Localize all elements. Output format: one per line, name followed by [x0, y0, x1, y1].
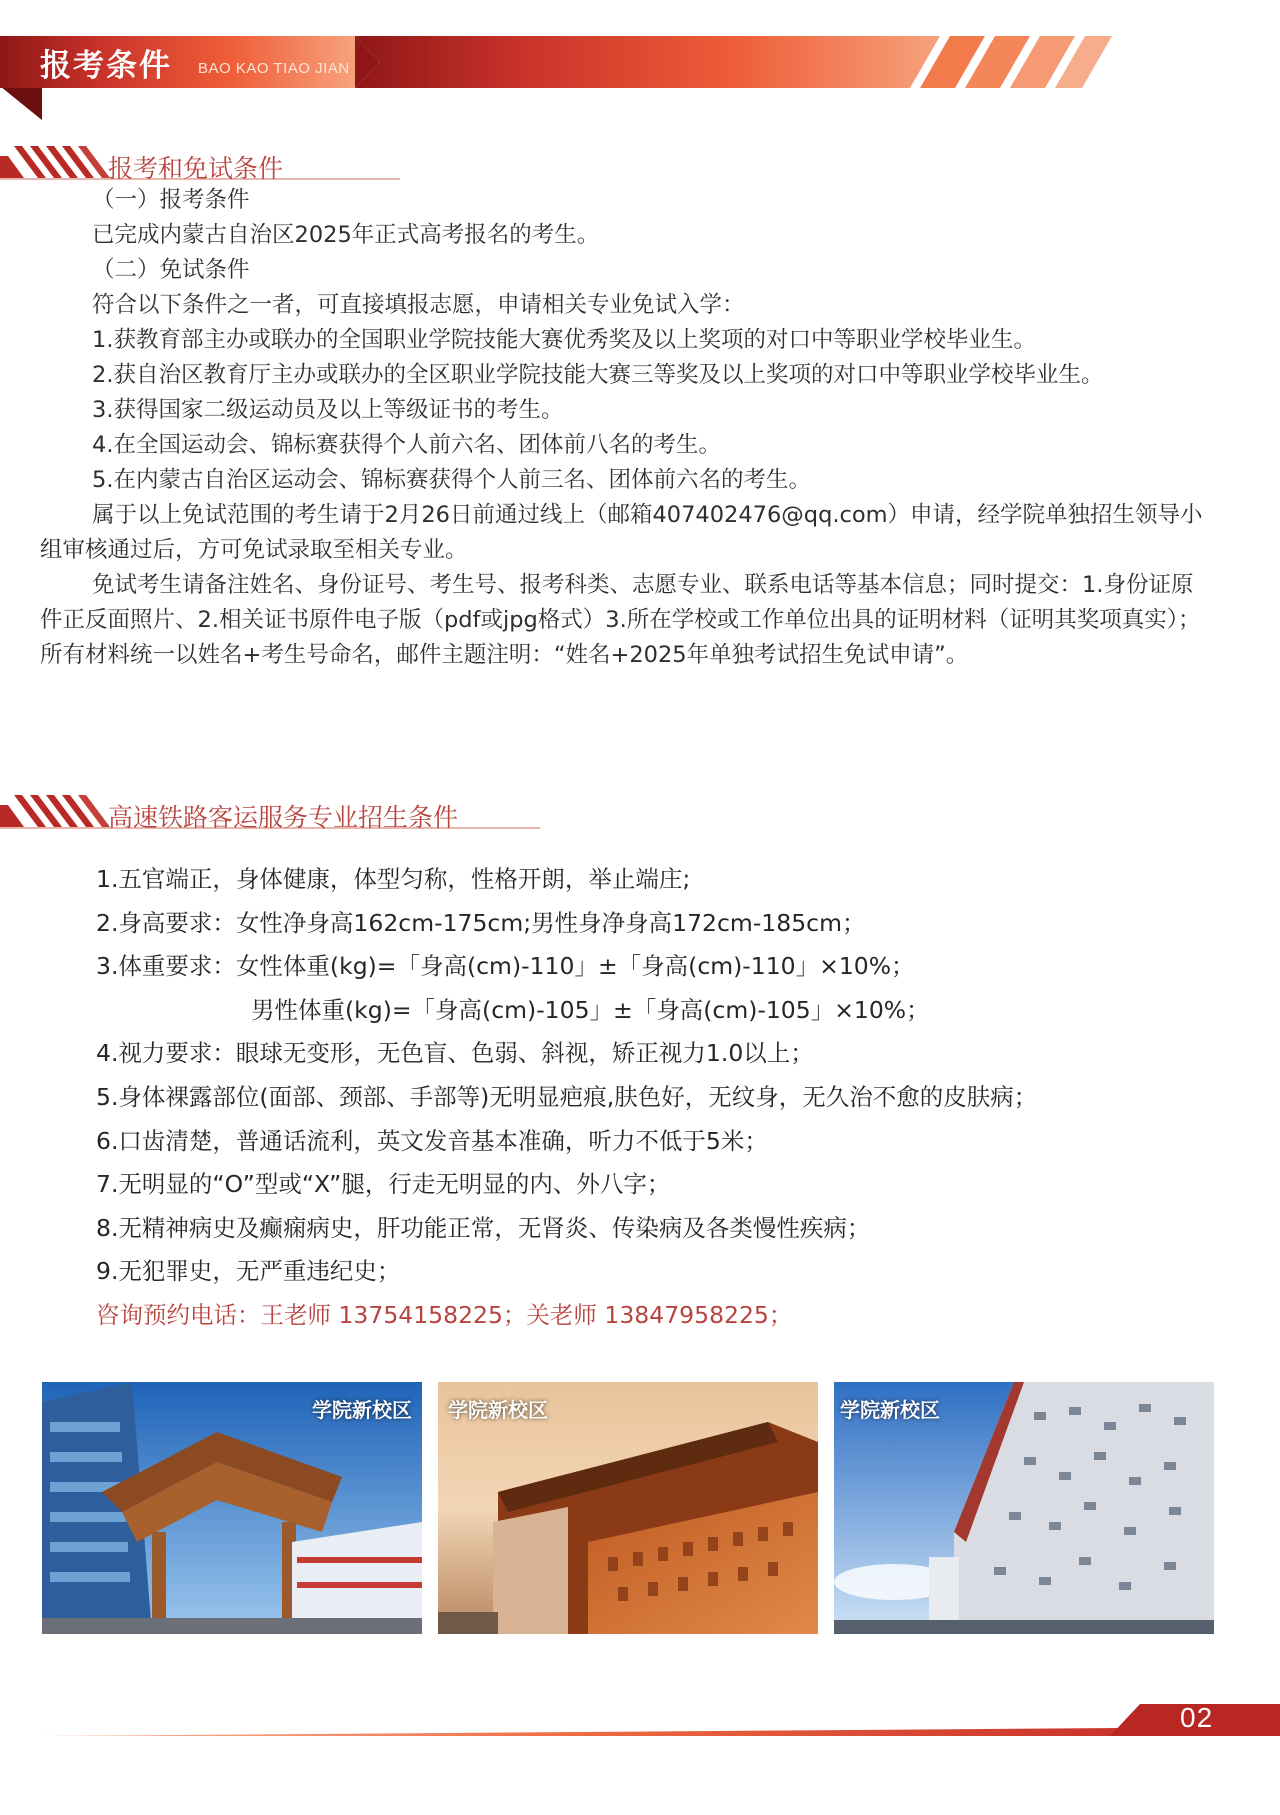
paragraph: 已完成内蒙古自治区2025年正式高考报名的考生。	[92, 222, 600, 248]
header-banner	[0, 36, 1280, 88]
campus-photo-3	[834, 1382, 1214, 1634]
subheading-registration: （一）报考条件	[92, 187, 250, 213]
paragraph: 属于以上免试范围的考生请于2月26日前通过线上（邮箱407402476@qq.com）申请，经学院单独招生领导小组审核通过后，方可免试录取至相关专业。	[40, 502, 1203, 563]
section-heading-railway	[0, 795, 560, 831]
list-item: 8.无精神病史及癫痫病史，肝功能正常，无肾炎、传染病及各类慢性疾病；	[96, 1213, 871, 1242]
paragraph: 免试考生请备注姓名、身份证号、考生号、报考科类、志愿专业、联系电话等基本信息；同时提交：1.身份证原件正反面照片、2.相关证书原件电子版（pdf或jpg格式）3.所在学校或工作单位出具的证明材料（证明其奖项真实）；所有材料统一以姓名+考生号命名，邮件主题注明：“姓名+2025年单独考试招生免试申请”。	[40, 572, 1201, 668]
page-number: 02	[1180, 1702, 1214, 1733]
list-item: 3.获得国家二级运动员及以上等级证书的考生。	[92, 397, 564, 423]
paragraph: 符合以下条件之一者，可直接填报志愿，申请相关专业免试入学：	[92, 292, 745, 318]
list-item: 4.视力要求：眼球无变形，无色盲、色弱、斜视，矫正视力1.0以上；	[96, 1039, 814, 1068]
requirements-list	[96, 858, 1216, 1338]
list-item: 3.体重要求：女性体重(kg)=「身高(cm)-110」±「身高(cm)-110」×10%；	[96, 952, 915, 981]
campus-photo-1	[42, 1382, 422, 1634]
campus-photo-2	[438, 1382, 818, 1634]
banner-shape	[0, 36, 1280, 120]
footer-bar-shape	[0, 1700, 1280, 1740]
section-title: 高速铁路客运服务专业招生条件	[108, 803, 459, 832]
page-footer	[0, 1700, 1280, 1740]
list-item: 1.五官端正，身体健康，体型匀称，性格开朗，举止端庄;	[96, 865, 691, 893]
banner-subtitle: BAO KAO TIAO JIAN	[198, 60, 350, 77]
list-item: 7.无明显的“O”型或“X”腿，行走无明显的内、外八字；	[96, 1170, 671, 1199]
section-title: 报考和免试条件	[108, 154, 284, 183]
list-item: 2.身高要求：女性净身高162cm-175cm;男性身净身高172cm-185cm；	[96, 908, 866, 937]
list-item: 2.获自治区教育厅主办或联办的全区职业学院技能大赛三等奖及以上奖项的对口中等职业学校毕业生。	[92, 362, 1104, 388]
photo-caption: 学院新校区	[840, 1398, 940, 1422]
banner-title: 报考条件	[40, 48, 172, 84]
list-item: 5.身体裸露部位(面部、颈部、手部等)无明显疤痕,肤色好，无纹身，无久治不愈的皮肤病；	[96, 1082, 1038, 1111]
list-item: 1.获教育部主办或联办的全国职业学院技能大赛优秀奖及以上奖项的对口中等职业学校毕业生。	[92, 327, 1036, 353]
list-item: 6.口齿清楚，普通话流利，英文发音基本准确，听力不低于5米；	[96, 1126, 768, 1155]
contact-phone: 咨询预约电话：王老师 13754158225；关老师 13847958225；	[96, 1300, 793, 1329]
list-item: 4.在全国运动会、锦标赛获得个人前六名、团体前八名的考生。	[92, 432, 721, 458]
section-heading-exemption	[0, 146, 420, 182]
list-item: 5.在内蒙古自治区运动会、锦标赛获得个人前三名、团体前六名的考生。	[92, 467, 811, 493]
photo-caption: 学院新校区	[312, 1398, 412, 1422]
list-item: 9.无犯罪史，无严重违纪史；	[96, 1257, 401, 1286]
exemption-text	[40, 183, 1210, 673]
subheading-exemption: （二）免试条件	[92, 257, 250, 283]
list-item: 男性体重(kg)=「身高(cm)-105」±「身高(cm)-105」×10%；	[251, 995, 930, 1024]
photo-caption: 学院新校区	[448, 1398, 548, 1422]
